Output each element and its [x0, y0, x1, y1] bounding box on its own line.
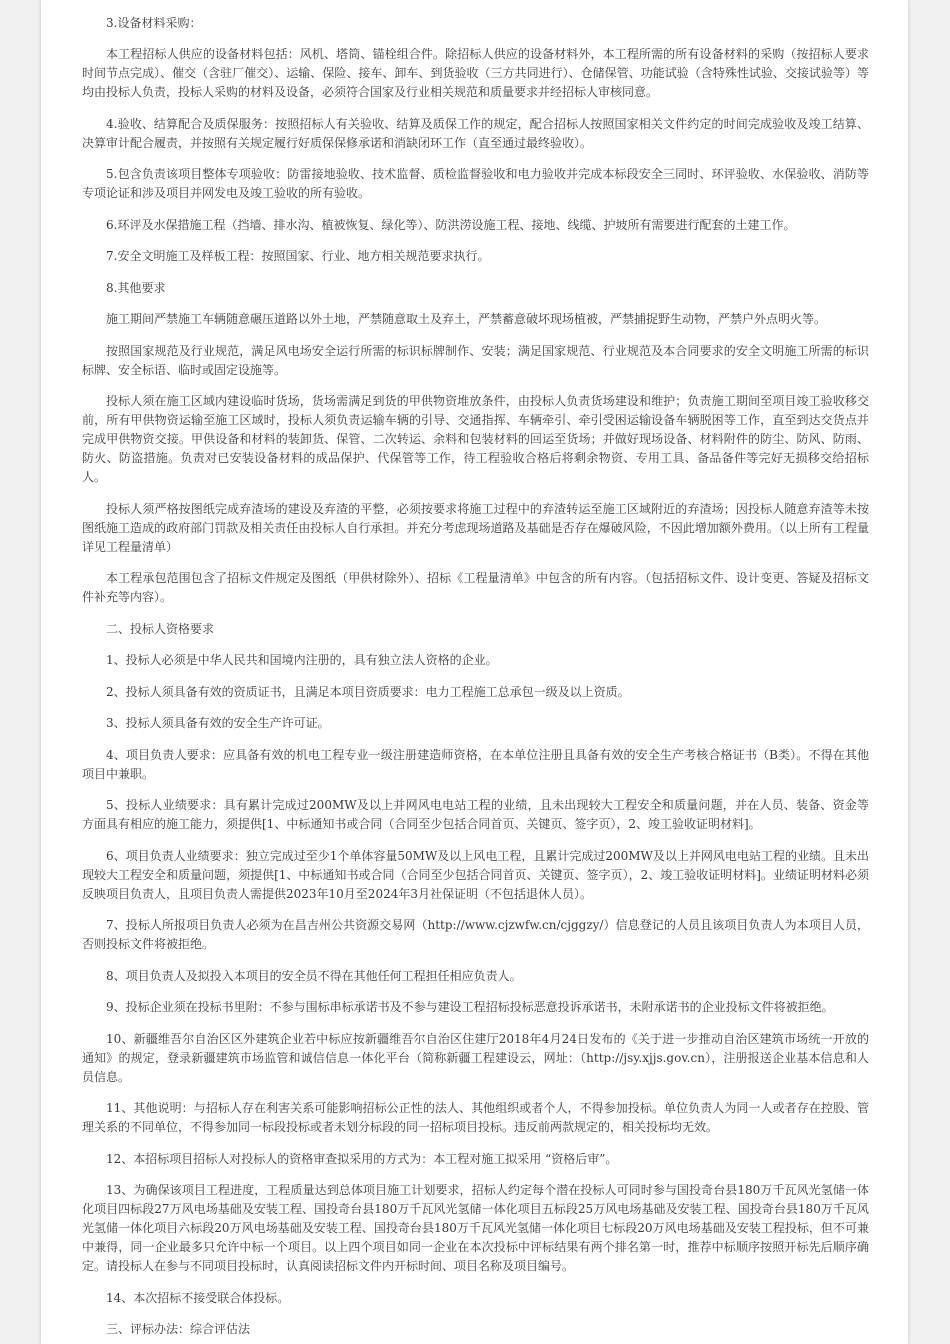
paragraph-equipment: 本工程招标人供应的设备材料包括：风机、塔筒、锚栓组合件。除招标人供应的设备材料外，本工程所需的所有设备材料的采购（按招标人要求时间节点完成）、催交（含驻厂催交）、运输、保险、接车、卸车、到货验收（三方共同进行）、仓储保管、功能试验（含特殊性试验、交接试验等）等均由投标人负责，投标人采购的材料及设备，必须符合国家及行业相关规范和质量要求并经招标人审核同意。 — [82, 47, 869, 99]
qualification-item-6: 6、项目负责人业绩要求：独立完成过至少1个单体容量50MW及以上风电工程，且累计完成过200MW及以上并网风电电站工程的业绩。且未出现较大工程安全和质量问题，须提供[1、中标通知书或合同（合同至少包括合同首页、关键页、签字页），2、竣工验收证明材料]。业绩证明材料必须反映项目负责人，且项目负责人需提供2023年10月至2024年3月社保证明（不包括退休人员）。 — [82, 848, 869, 901]
paragraph-safety: 7.安全文明施工及样板工程：按照国家、行业、地方相关规范要求执行。 — [106, 249, 490, 263]
qualification-item-11: 11、其他说明：与招标人存在利害关系可能影响招标公正性的法人、其他组织或者个人，不得参加投标。单位负责人为同一人或者存在控股、管理关系的不同单位，不得参加同一标段投标或者未划分标段的同一招标项目投标。违反前两款规定的，相关投标均无效。 — [82, 1101, 869, 1134]
qualification-item-1: 1、投标人必须是中华人民共和国境内注册的，具有独立法人资格的企业。 — [106, 653, 498, 667]
qualification-item-5: 5、投标人业绩要求：具有累计完成过200MW及以上并网风电电站工程的业绩，且未出现较大工程安全和质量问题，并在人员、装备、资金等方面具有相应的施工能力，须提供[1、中标通知书或合同（合同至少包括合同首页、关键页、签字页），2、竣工验收证明材料]。 — [82, 798, 869, 831]
document-page — [41, 0, 908, 1344]
section-heading-qualifications: 二、投标人资格要求 — [106, 621, 215, 636]
paragraph-storage-yard: 投标人须在施工区域内建设临时货场，货场需满足到货的甲供物资堆放条件，由投标人负责货场建设和维护；负责施工期间至项目竣工验收移交前，所有甲供物资运输至施工区域时，投标人须负责运输车辆的引导、交通指挥、车辆牵引、牵引受困运输设备车辆脱困等工作，直至到达交货点并完成甲供物资交接。甲供设备和材料的装卸货、保管、二次转运、余料和包装材料的回运至货场；并做好现场设备、材料附件的防尘、防风、防雨、防火、防盗措施。负责对已安装设备材料的成品保护、代保管等工作，待工程验收合格后将剩余物资、专用工具、备品备件等完好无损移交给招标人。 — [82, 394, 869, 484]
qualification-item-10: 10、新疆维吾尔自治区区外建筑企业若中标应按新疆维吾尔自治区住建厅2018年4月24日发布的《关于进一步推动自治区建筑市场统一开放的通知》的规定，登录新疆建筑市场监管和诚信信息一体化平台（简称新疆工程建设云，网址：（http://jsy.xjjs.gov.cn），注册报送企业基本信息和人员信息。 — [82, 1031, 869, 1084]
paragraph-acceptance: 4.验收、结算配合及质保服务：按照招标人有关验收、结算及质保工作的规定，配合招标人按照国家相关文件约定的时间完成验收及竣工结算、决算审计配合履责，并按照有关规定履行好质保保修承诺和消缺闭环工作（直至通过最终验收）。 — [82, 116, 869, 150]
section-heading-evaluation: 三、评标办法：综合评估法 — [106, 1322, 251, 1336]
qualification-item-14: 14、本次招标不接受联合体投标。 — [106, 1290, 290, 1305]
qualification-item-7: 7、投标人所报项目负责人必须为在昌吉州公共资源交易网（http://www.cjzwfw.cn/cjggzy/）信息登记的人员且该项目负责人为本项目人员，否则投标文件将被拒绝。 — [82, 918, 869, 951]
qualification-item-4: 4、项目负责人要求：应具备有效的机电工程专业一级注册建造师资格，在本单位注册且具备有效的安全生产考核合格证书（B类）。不得在其他项目中兼职。 — [82, 747, 869, 781]
paragraph-scope: 本工程承包范围包含了招标文件规定及图纸（甲供材除外）、招标《工程量清单》中包含的所有内容。（包括招标文件、设计变更、答疑及招标文件补充等内容）。 — [82, 571, 869, 604]
paragraph-equipment-heading: 3.设备材料采购： — [106, 15, 202, 30]
paragraph-construction-rules: 施工期间严禁施工车辆随意碾压道路以外土地，严禁随意取土及弃土，严禁蓄意破坏现场植被，严禁捕捉野生动物，严禁户外点明火等。 — [106, 312, 827, 326]
qualification-item-9: 9、投标企业须在投标书里附：不参与围标串标承诺书及不参与建设工程招标投标恶意投诉承诺书，未附承诺书的企业投标文件将被拒绝。 — [106, 1000, 834, 1014]
paragraph-other-heading: 8.其他要求 — [106, 280, 166, 295]
qualification-item-8: 8、项目负责人及拟投入本项目的安全员不得在其他任何工程担任相应负责人。 — [106, 968, 522, 983]
paragraph-environment: 6.环评及水保措施工程（挡墙、排水沟、植被恢复、绿化等）、防洪涝设施工程、接地、线缆、护坡所有需要进行配套的土建工作。 — [106, 217, 796, 232]
qualification-item-2: 2、投标人须具备有效的资质证书，且满足本项目资质要求：电力工程施工总承包一级及以上资质。 — [106, 684, 630, 699]
document-body — [82, 0, 869, 1344]
paragraph-special-acceptance: 5.包含负责该项目整体专项验收：防雷接地验收、技术监督、质检监督验收和电力验收并完成本标段安全三同时、环评验收、水保验收、消防等专项论证和涉及项目并网发电及竣工验收的所有验收。 — [82, 167, 869, 200]
qualification-item-13: 13、为确保该项目工程进度，工程质量达到总体项目施工计划要求，招标人约定每个潜在投标人可同时参与国投奇台县180万千瓦风光氢储一体化项目四标段27万风电场基础及安装工程、国投奇台县180万千瓦风光氢储一体化项目五标段25万风电场基础及安装工程、国投奇台县180万千瓦风光氢储一体化项目六标段20万风电场基础及安装工程、国投奇台县180万千瓦风光氢储一体化项目七标段20万风电场基础及安装工程投标，但不可兼中兼得，同一企业最多只允许中标一个项目。以上四个项目如同一企业在本次投标中评标结果有两个排名第一时，推荐中标顺序按照开标先后顺序确定。请投标人在参与不同项目投标时，认真阅读招标文件内开标时间、项目名称及项目编号。 — [82, 1183, 869, 1273]
paragraph-spoil-area: 投标人须严格按图纸完成弃渣场的建设及弃渣的平整，必须按要求将施工过程中的弃渣转运至施工区域附近的弃渣场；因投标人随意弃渣等未按图纸施工造成的政府部门罚款及相关责任由投标人自行承担。并充分考虑现场道路及基础是否存在爆破风险，不因此增加额外费用。（以上所有工程量详见工程量清单） — [82, 501, 869, 554]
qualification-item-3: 3、投标人须具备有效的安全生产许可证。 — [106, 716, 330, 730]
paragraph-cut-top — [82, 0, 869, 1]
paragraph-signage: 按照国家规范及行业规范，满足风电场安全运行所需的标识标牌制作、安装；满足国家规范、行业规范及本合同要求的安全文明施工所需的标识标牌、安全标语、临时或固定设施等。 — [82, 343, 869, 377]
qualification-item-12: 12、本招标项目招标人对投标人的资格审查拟采用的方式为：本工程对施工拟采用 “资格后审”。 — [106, 1151, 618, 1166]
